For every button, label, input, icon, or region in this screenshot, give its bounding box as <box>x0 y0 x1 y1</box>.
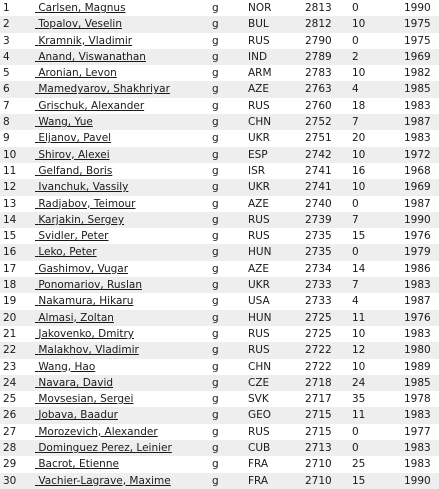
birth-year-cell: 1986 <box>404 262 431 275</box>
player-name-link[interactable]: Almasi, Zoltan <box>38 311 114 324</box>
table-row <box>0 49 439 65</box>
federation-cell: UKR <box>245 277 302 293</box>
title-cell: g <box>209 212 245 228</box>
rank-cell: 12 <box>0 179 34 195</box>
federation-cell: CHN <box>248 360 272 373</box>
birth-year-cell: 1979 <box>401 244 439 260</box>
title-cell: g <box>212 327 219 340</box>
title-cell: g <box>212 34 219 47</box>
player-name-link[interactable]: Morozevich, Alexander <box>38 425 158 438</box>
player-name-cell <box>34 244 209 260</box>
player-name-link[interactable]: Gashimov, Vugar <box>38 262 129 275</box>
games-cell: 4 <box>352 295 359 308</box>
rating-cell: 2740 <box>305 197 332 210</box>
player-name-cell <box>34 342 209 358</box>
birth-year-cell: 1977 <box>404 425 431 438</box>
player-name-cell <box>34 179 209 195</box>
birth-year-cell: 1990 <box>401 473 439 489</box>
player-name-cell <box>34 277 209 293</box>
title-cell: g <box>209 440 245 456</box>
table-row <box>0 163 439 179</box>
rank-cell: 3 <box>3 34 10 47</box>
table-row <box>0 407 439 423</box>
birth-year-cell: 1980 <box>401 342 439 358</box>
table-row <box>0 424 439 440</box>
rank-cell: 22 <box>0 342 34 358</box>
rank-cell: 25 <box>3 393 17 406</box>
title-cell: g <box>209 81 245 97</box>
birth-year-cell: 1983 <box>401 277 439 293</box>
games-cell: 12 <box>349 342 401 358</box>
player-name-link[interactable]: Topalov, Veselin <box>38 18 122 31</box>
birth-year-cell: 1976 <box>401 310 439 326</box>
table-row <box>0 98 439 114</box>
player-name-link[interactable]: Ponomariov, Ruslan <box>38 279 142 292</box>
federation-cell: RUS <box>245 342 302 358</box>
rank-cell: 9 <box>3 132 10 145</box>
title-cell: g <box>212 230 219 243</box>
rating-cell: 2715 <box>302 407 349 423</box>
table-row <box>0 16 439 32</box>
player-name-link[interactable]: Leko, Peter <box>38 246 97 259</box>
federation-cell: ISR <box>248 164 266 177</box>
rating-cell: 2783 <box>305 67 332 80</box>
games-cell: 0 <box>352 425 359 438</box>
table-row <box>0 391 439 407</box>
title-cell: g <box>209 407 245 423</box>
player-name-link[interactable]: Jobava, Baadur <box>38 409 118 422</box>
games-cell: 7 <box>349 277 401 293</box>
player-name-cell <box>34 424 209 440</box>
player-name-link[interactable]: Kramnik, Vladimir <box>38 34 133 47</box>
games-cell: 10 <box>349 16 401 32</box>
title-cell: g <box>212 425 219 438</box>
player-name-link[interactable]: Wang, Hao <box>38 360 96 373</box>
games-cell: 15 <box>352 230 366 243</box>
federation-cell: NOR <box>248 2 272 14</box>
federation-cell: ESP <box>245 147 302 163</box>
player-name-link[interactable]: Grischuk, Alexander <box>38 99 145 112</box>
title-cell: g <box>209 49 245 65</box>
rank-cell: 15 <box>3 230 17 243</box>
player-name-cell <box>34 196 209 212</box>
player-name-link[interactable]: Nakamura, Hikaru <box>38 295 134 308</box>
rating-cell: 2725 <box>305 327 332 340</box>
player-name-link[interactable]: Wang, Yue <box>38 116 93 129</box>
games-cell: 35 <box>352 393 366 406</box>
player-name-link[interactable]: Dominguez Perez, Leinier <box>38 442 172 455</box>
rating-cell: 2763 <box>302 81 349 97</box>
title-cell: g <box>209 179 245 195</box>
federation-cell: CZE <box>245 375 302 391</box>
games-cell: 11 <box>349 407 401 423</box>
rating-cell: 2789 <box>302 49 349 65</box>
player-name-cell <box>34 456 209 472</box>
title-cell: g <box>209 310 245 326</box>
games-cell: 20 <box>352 132 366 145</box>
title-cell: g <box>209 147 245 163</box>
federation-cell: HUN <box>245 310 302 326</box>
rank-cell: 10 <box>0 147 34 163</box>
title-cell: g <box>209 342 245 358</box>
table-row <box>0 440 439 456</box>
rank-cell: 17 <box>3 262 17 275</box>
games-cell: 0 <box>352 2 359 14</box>
rank-cell: 13 <box>3 197 17 210</box>
title-cell: g <box>212 99 219 112</box>
rank-cell: 2 <box>0 16 34 32</box>
rating-cell: 2812 <box>302 16 349 32</box>
federation-cell: RUS <box>248 230 270 243</box>
rank-cell: 24 <box>0 375 34 391</box>
table-row <box>0 196 439 212</box>
rating-cell: 2742 <box>302 147 349 163</box>
player-name-cell <box>34 359 209 375</box>
player-name-cell <box>34 228 209 244</box>
federation-cell: CHN <box>245 114 302 130</box>
birth-year-cell: 1983 <box>404 99 431 112</box>
birth-year-cell: 1983 <box>404 327 431 340</box>
title-cell: g <box>209 473 245 489</box>
games-cell: 24 <box>349 375 401 391</box>
title-cell: g <box>209 277 245 293</box>
birth-year-cell: 1987 <box>404 197 431 210</box>
player-name-cell <box>34 163 209 179</box>
player-name-link[interactable]: Bacrot, Etienne <box>38 458 119 471</box>
player-name-cell <box>34 407 209 423</box>
rating-cell: 2710 <box>302 473 349 489</box>
player-name-cell <box>34 310 209 326</box>
rating-cell: 2718 <box>302 375 349 391</box>
birth-year-cell: 1969 <box>401 49 439 65</box>
rank-cell: 16 <box>0 244 34 260</box>
player-name-cell <box>34 147 209 163</box>
birth-year-cell: 1983 <box>401 440 439 456</box>
title-cell: g <box>212 197 219 210</box>
birth-year-cell: 1976 <box>404 230 431 243</box>
title-cell: g <box>212 360 219 373</box>
birth-year-cell: 1968 <box>404 164 431 177</box>
title-cell: g <box>212 67 219 80</box>
table-row <box>0 473 439 489</box>
title-cell: g <box>209 244 245 260</box>
games-cell: 7 <box>349 114 401 130</box>
rank-cell: 5 <box>3 67 10 80</box>
player-name-link[interactable]: Jakovenko, Dmitry <box>38 327 135 340</box>
federation-cell: AZE <box>248 262 270 275</box>
rank-cell: 26 <box>0 407 34 423</box>
federation-cell: GEO <box>245 407 302 423</box>
title-cell: g <box>212 2 219 14</box>
player-name-cell <box>34 16 209 32</box>
games-cell: 0 <box>349 244 401 260</box>
federation-cell: AZE <box>245 81 302 97</box>
rating-cell: 2735 <box>302 244 349 260</box>
rank-cell: 29 <box>3 458 17 471</box>
games-cell: 15 <box>349 473 401 489</box>
games-cell: 14 <box>352 262 366 275</box>
games-cell: 16 <box>352 164 366 177</box>
table-row <box>0 228 439 244</box>
rating-cell: 2722 <box>305 360 332 373</box>
title-cell: g <box>212 295 219 308</box>
federation-cell: IND <box>245 49 302 65</box>
games-cell: 7 <box>349 212 401 228</box>
birth-year-cell: 1972 <box>401 147 439 163</box>
title-cell: g <box>212 262 219 275</box>
table-row <box>0 65 439 81</box>
title-cell: g <box>212 132 219 145</box>
games-cell: 11 <box>349 310 401 326</box>
player-name-link[interactable]: Anand, Viswanathan <box>38 50 146 63</box>
rating-cell: 2790 <box>305 34 332 47</box>
rating-cell: 2733 <box>302 277 349 293</box>
player-name-cell <box>34 49 209 65</box>
games-cell: 25 <box>352 458 366 471</box>
birth-year-cell: 1987 <box>404 295 431 308</box>
birth-year-cell: 1985 <box>401 81 439 97</box>
rating-cell: 2710 <box>305 458 332 471</box>
player-name-cell <box>34 65 209 81</box>
title-cell: g <box>209 16 245 32</box>
federation-cell: FRA <box>245 473 302 489</box>
rank-cell: 14 <box>0 212 34 228</box>
player-name-cell <box>34 212 209 228</box>
rank-cell: 6 <box>0 81 34 97</box>
rating-cell: 2715 <box>305 425 332 438</box>
player-name-link[interactable]: Shirov, Alexei <box>38 148 110 161</box>
games-cell: 18 <box>352 99 366 112</box>
rating-cell: 2739 <box>302 212 349 228</box>
birth-year-cell: 1982 <box>404 67 431 80</box>
federation-cell: RUS <box>248 99 270 112</box>
birth-year-cell: 1983 <box>404 458 431 471</box>
table-row <box>0 212 439 228</box>
table-row <box>0 33 439 49</box>
games-cell: 10 <box>349 147 401 163</box>
player-name-link[interactable]: Karjakin, Sergey <box>38 213 125 226</box>
player-name-cell <box>34 326 209 342</box>
table-row <box>0 81 439 97</box>
table-row <box>0 277 439 293</box>
rank-cell: 11 <box>3 164 17 177</box>
player-name-cell <box>34 98 209 114</box>
rank-cell: 23 <box>3 360 17 373</box>
rank-cell: 28 <box>0 440 34 456</box>
player-name-link[interactable]: Svidler, Peter <box>38 230 109 243</box>
birth-year-cell: 1990 <box>404 2 431 14</box>
player-name-link[interactable]: Mamedyarov, Shakhriyar <box>38 83 170 96</box>
player-name-cell <box>34 33 209 49</box>
table-row <box>0 359 439 375</box>
games-cell: 10 <box>352 360 366 373</box>
birth-year-cell: 1989 <box>404 360 431 373</box>
title-cell: g <box>209 375 245 391</box>
federation-cell: UKR <box>245 179 302 195</box>
player-name-link[interactable]: Eljanov, Pavel <box>38 132 112 145</box>
table-row <box>0 310 439 326</box>
games-cell: 4 <box>349 81 401 97</box>
player-name-cell <box>34 440 209 456</box>
rank-cell: 4 <box>0 49 34 65</box>
player-name-link[interactable]: Malakhov, Vladimir <box>38 344 139 357</box>
player-name-cell <box>34 375 209 391</box>
games-cell: 10 <box>352 67 366 80</box>
rank-cell: 18 <box>0 277 34 293</box>
games-cell: 0 <box>352 197 359 210</box>
rating-cell: 2734 <box>305 262 332 275</box>
rating-cell: 2741 <box>302 179 349 195</box>
federation-cell: UKR <box>248 132 270 145</box>
federation-cell: RUS <box>248 327 270 340</box>
table-row <box>0 261 439 277</box>
rating-cell: 2752 <box>302 114 349 130</box>
federation-cell: SVK <box>248 393 269 406</box>
games-cell: 0 <box>349 440 401 456</box>
rank-cell: 7 <box>3 99 10 112</box>
rating-cell: 2813 <box>305 2 332 14</box>
title-cell: g <box>212 164 219 177</box>
rating-cell: 2722 <box>302 342 349 358</box>
player-name-link[interactable]: Gelfand, Boris <box>38 164 113 177</box>
table-row <box>0 326 439 342</box>
birth-year-cell: 1975 <box>401 16 439 32</box>
federation-cell: HUN <box>245 244 302 260</box>
player-name-link[interactable]: Navara, David <box>38 376 114 389</box>
table-row <box>0 179 439 195</box>
table-row <box>0 375 439 391</box>
title-cell: g <box>212 458 219 471</box>
player-name-cell <box>34 0 209 16</box>
birth-year-cell: 1969 <box>401 179 439 195</box>
birth-year-cell: 1987 <box>401 114 439 130</box>
table-row <box>0 114 439 130</box>
rank-cell: 8 <box>0 114 34 130</box>
player-name-link[interactable]: Radjabov, Teimour <box>38 197 136 210</box>
rank-cell: 19 <box>3 295 17 308</box>
federation-cell: RUS <box>245 212 302 228</box>
player-name-cell <box>34 114 209 130</box>
player-name-cell <box>34 130 209 146</box>
birth-year-cell: 1983 <box>404 132 431 145</box>
federation-cell: AZE <box>248 197 270 210</box>
player-name-link[interactable]: Ivanchuk, Vassily <box>38 181 129 194</box>
table-row <box>0 147 439 163</box>
federation-cell: RUS <box>248 34 270 47</box>
federation-cell: BUL <box>245 16 302 32</box>
player-name-cell <box>34 81 209 97</box>
games-cell: 2 <box>349 49 401 65</box>
table-row <box>0 0 439 16</box>
birth-year-cell: 1978 <box>404 393 431 406</box>
games-cell: 10 <box>352 327 366 340</box>
rating-cell: 2733 <box>305 295 332 308</box>
player-name-link[interactable]: Aronian, Levon <box>38 67 117 80</box>
rating-cell: 2713 <box>302 440 349 456</box>
birth-year-cell: 1990 <box>401 212 439 228</box>
player-name-link[interactable]: Movsesian, Sergei <box>38 393 134 406</box>
player-name-cell <box>34 473 209 489</box>
player-name-cell <box>34 391 209 407</box>
rank-cell: 21 <box>3 327 17 340</box>
rank-cell: 1 <box>3 2 10 14</box>
rank-cell: 27 <box>3 425 17 438</box>
title-cell: g <box>212 393 219 406</box>
rating-cell: 2751 <box>305 132 332 145</box>
player-name-link[interactable]: Vachier-Lagrave, Maxime <box>38 474 171 487</box>
table-row <box>0 244 439 260</box>
rank-cell: 30 <box>0 473 34 489</box>
rating-cell: 2760 <box>305 99 332 112</box>
birth-year-cell: 1983 <box>401 407 439 423</box>
player-name-cell <box>34 261 209 277</box>
rank-cell: 20 <box>0 310 34 326</box>
federation-cell: RUS <box>248 425 270 438</box>
federation-cell: FRA <box>248 458 269 471</box>
rating-cell: 2725 <box>302 310 349 326</box>
table-row <box>0 130 439 146</box>
table-row <box>0 342 439 358</box>
player-name-cell <box>34 293 209 309</box>
title-cell: g <box>209 114 245 130</box>
rating-cell: 2741 <box>305 164 332 177</box>
federation-cell: USA <box>248 295 270 308</box>
rating-cell: 2717 <box>305 393 332 406</box>
player-name-link[interactable]: Carlsen, Magnus <box>38 2 126 14</box>
games-cell: 10 <box>349 179 401 195</box>
table-row <box>0 293 439 309</box>
rating-cell: 2735 <box>305 230 332 243</box>
birth-year-cell: 1985 <box>401 375 439 391</box>
birth-year-cell: 1975 <box>404 34 431 47</box>
games-cell: 0 <box>352 34 359 47</box>
federation-cell: ARM <box>248 67 272 80</box>
federation-cell: CUB <box>245 440 302 456</box>
table-row <box>0 456 439 472</box>
